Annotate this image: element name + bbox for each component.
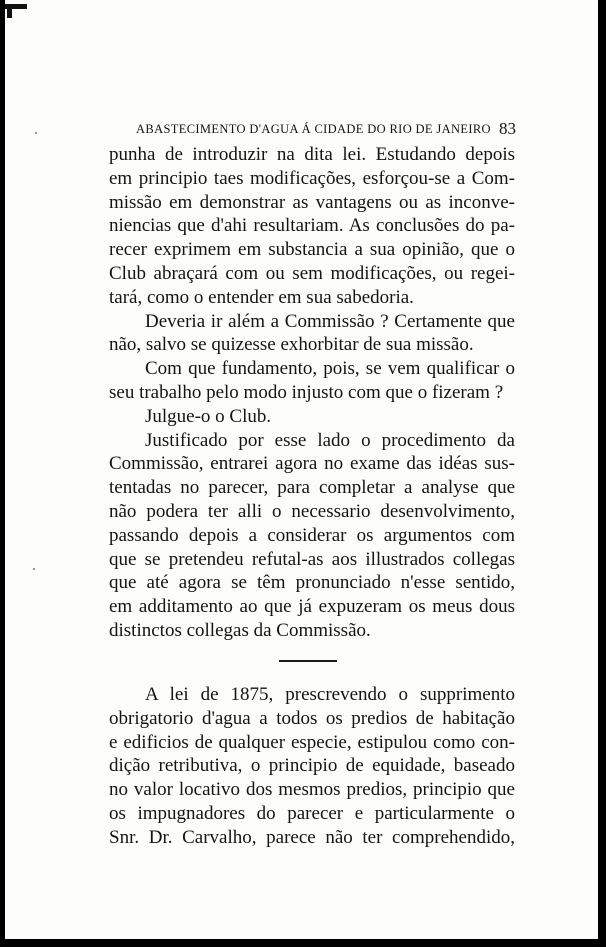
- paper-speck: [35, 132, 37, 134]
- text-line: recer exprimem em substancia a sua opinião, que o: [109, 239, 515, 261]
- paragraph-6: [109, 683, 515, 850]
- running-header: [136, 119, 516, 139]
- text-line: missão em demonstrar as vantagens ou as inconve-: [109, 191, 515, 213]
- text-line: Club abraçará com ou sem modificações, ou regei-: [109, 262, 515, 284]
- text-line: niencias que d'ahi resultariam. As conclusões do pa-: [109, 215, 515, 237]
- text-line: Com que fundamento, pois, se vem qualificar o: [145, 358, 515, 380]
- text-line: Snr. Dr. Carvalho, parece não ter comprehendido,: [109, 826, 515, 848]
- page-number: 83: [499, 119, 516, 138]
- paragraph-1: [109, 143, 515, 310]
- text-line: Julgue-o o Club.: [145, 405, 272, 427]
- text-line: tará, como o entender em sua sabedoria.: [109, 286, 414, 308]
- paragraph-2: [109, 310, 515, 358]
- text-line: distinctos collegas da Commissão.: [109, 619, 371, 641]
- text-line: em principio taes modificações, esforçou-se a Com-: [109, 167, 515, 189]
- text-line: seu trabalho pelo modo injusto com que o fizeram ?: [109, 381, 504, 403]
- text-line: tentadas no parecer, para completar a analyse que: [109, 477, 515, 499]
- text-line: os impugnadores do parecer e particularmente o: [109, 802, 515, 824]
- body-text-bottom: [109, 683, 515, 850]
- text-line: no valor locativo dos mesmos predios, principio que: [109, 779, 515, 801]
- paragraph-4: [109, 405, 515, 429]
- book-page: [5, 0, 598, 939]
- text-line: Justificado por esse lado o procedimento da: [145, 429, 515, 451]
- text-line: dição retributiva, o principio de equidade, baseado: [109, 755, 515, 777]
- running-title: ABASTECIMENTO D'AGUA Á CIDADE DO RIO DE JANEIRO: [136, 122, 491, 136]
- text-line: passando depois a considerar os argumentos com: [109, 524, 515, 546]
- text-line: Deveria ir além a Commissão ? Certamente que: [145, 310, 515, 332]
- paragraph-5: [109, 429, 515, 643]
- text-line: Commissão, entrarei agora no exame das idéas sus-: [109, 453, 515, 475]
- text-line: A lei de 1875, prescrevendo o supprimento: [145, 684, 515, 705]
- text-line: que até agora se têm pronunciado n'esse sentido,: [109, 572, 515, 594]
- text-line: não podera ter alli o necessario desenvolvimento,: [109, 500, 515, 522]
- body-text-top: [109, 143, 515, 643]
- section-divider: [279, 660, 337, 662]
- text-line: obrigatorio d'agua a todos os predios de habitação: [109, 707, 515, 729]
- text-line: em additamento ao que já expuzeram os meus dous: [109, 596, 515, 618]
- text-line: não, salvo se quizesse exhorbitar de sua missão.: [109, 334, 474, 356]
- text-line: que se pretendeu refutal-as aos illustrados collegas: [109, 548, 515, 570]
- ink-corner-mark: [5, 4, 27, 18]
- text-line: e edificios de qualquer especie, estipulou como con-: [109, 731, 515, 753]
- paper-speck: [33, 568, 35, 570]
- text-line: punha de introduzir na dita lei. Estudando depois: [109, 144, 515, 165]
- paragraph-3: [109, 357, 515, 405]
